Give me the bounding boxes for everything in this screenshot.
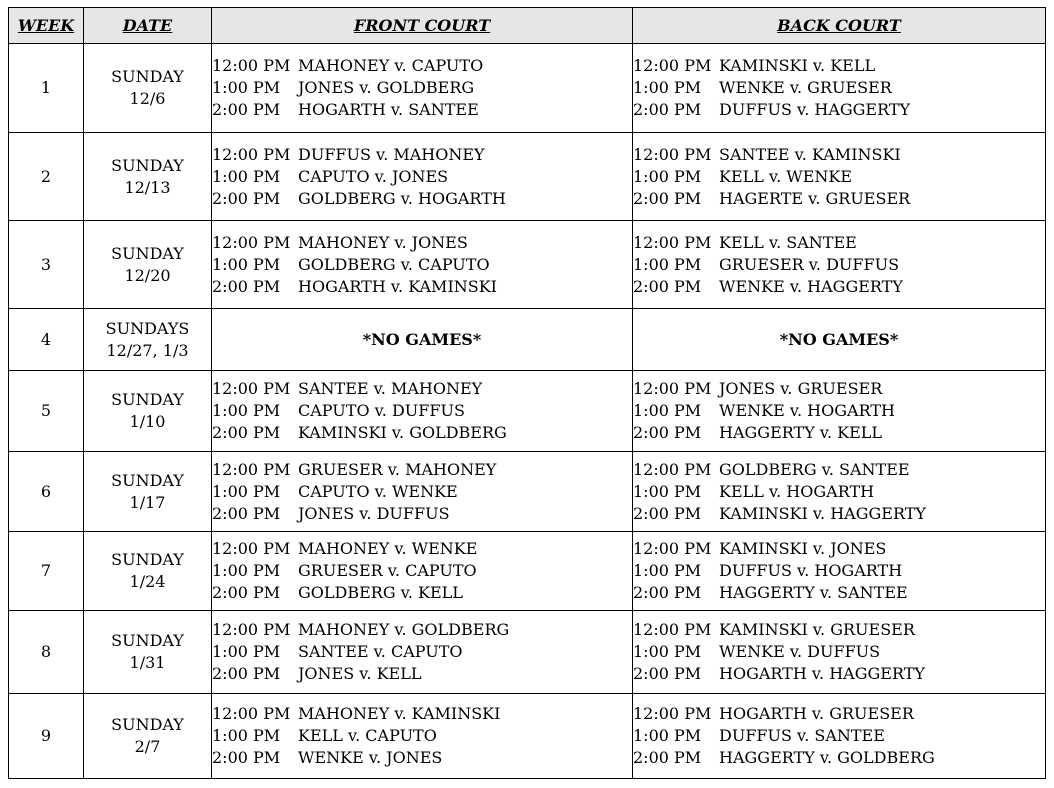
game-time: 2:00 PM <box>633 100 702 119</box>
week-cell: 8 <box>9 611 84 694</box>
table-header <box>9 8 1046 44</box>
date-day: SUNDAY <box>111 631 184 650</box>
game-matchup: JONES v. KELL <box>298 664 422 683</box>
table-body <box>9 44 1046 779</box>
game-time: 12:00 PM <box>212 620 291 639</box>
game-line <box>633 481 1045 503</box>
page-edge-mark <box>1045 52 1046 76</box>
game-line <box>212 144 632 166</box>
date-day: SUNDAY <box>111 243 184 263</box>
date-day: SUNDAY <box>111 390 184 409</box>
game-line <box>633 459 1045 481</box>
front-court-no-games: *NO GAMES* <box>212 309 633 371</box>
game-time: 2:00 PM <box>633 664 702 683</box>
game-matchup: MAHONEY v. KAMINSKI <box>298 704 501 723</box>
game-matchup: GOLDBERG v. KELL <box>298 583 463 602</box>
game-line <box>633 560 1045 582</box>
game-line <box>633 641 1045 663</box>
game-matchup: KELL v. SANTEE <box>719 232 857 252</box>
game-line <box>633 663 1045 685</box>
back-court-cell <box>633 44 1046 133</box>
date-day: SUNDAY <box>111 155 184 175</box>
game-time: 12:00 PM <box>633 539 712 558</box>
game-matchup: KAMINSKI v. KELL <box>719 56 876 75</box>
game-line <box>633 254 1045 276</box>
header-front-court: FRONT COURT <box>212 8 633 44</box>
game-time: 1:00 PM <box>633 481 702 501</box>
back-court-cell <box>633 221 1046 309</box>
date-cell <box>84 371 212 452</box>
table-row <box>9 309 1046 371</box>
week-cell: 3 <box>9 221 84 309</box>
game-time: 2:00 PM <box>633 503 702 523</box>
game-line <box>212 747 632 769</box>
game-matchup: MAHONEY v. WENKE <box>298 539 478 558</box>
game-time: 1:00 PM <box>212 254 281 274</box>
game-matchup: KAMINSKI v. GOLDBERG <box>298 423 507 442</box>
game-line <box>212 582 632 604</box>
game-time: 12:00 PM <box>212 539 291 558</box>
game-line <box>633 77 1045 99</box>
table-row <box>9 611 1046 694</box>
game-time: 1:00 PM <box>212 561 281 580</box>
week-cell: 7 <box>9 532 84 611</box>
front-court-cell <box>212 221 633 309</box>
date-cell <box>84 44 212 133</box>
date-day: SUNDAYS <box>105 318 190 338</box>
game-time: 12:00 PM <box>633 144 712 164</box>
game-line <box>212 55 632 77</box>
game-time: 2:00 PM <box>633 748 702 767</box>
game-time: 2:00 PM <box>212 503 281 523</box>
game-matchup: WENKE v. DUFFUS <box>719 642 881 661</box>
game-time: 12:00 PM <box>633 379 712 398</box>
game-time: 2:00 PM <box>633 423 702 442</box>
back-court-cell <box>633 694 1046 779</box>
game-matchup: HOGARTH v. SANTEE <box>298 100 479 119</box>
game-time: 2:00 PM <box>212 664 281 683</box>
game-time: 12:00 PM <box>212 144 291 164</box>
back-court-cell <box>633 133 1046 221</box>
game-line <box>212 481 632 503</box>
game-line <box>212 725 632 747</box>
date-cell <box>84 309 212 371</box>
game-line <box>212 99 632 121</box>
game-time: 12:00 PM <box>633 620 712 639</box>
game-time: 12:00 PM <box>633 704 712 723</box>
game-line <box>212 166 632 188</box>
date-value: 12/6 <box>129 89 166 108</box>
game-time: 2:00 PM <box>633 583 702 602</box>
game-time: 1:00 PM <box>212 166 281 186</box>
game-time: 1:00 PM <box>633 166 702 186</box>
date-value: 1/10 <box>129 412 166 431</box>
table-row <box>9 532 1046 611</box>
game-time: 1:00 PM <box>633 254 702 274</box>
game-time: 1:00 PM <box>633 561 702 580</box>
game-matchup: HAGERTE v. GRUESER <box>719 188 911 208</box>
game-line <box>212 77 632 99</box>
game-time: 12:00 PM <box>212 704 291 723</box>
front-court-cell <box>212 694 633 779</box>
game-matchup: KELL v. WENKE <box>719 166 853 186</box>
game-time: 1:00 PM <box>212 78 281 97</box>
game-line <box>633 747 1045 769</box>
front-court-cell <box>212 452 633 532</box>
date-value: 12/27, 1/3 <box>106 340 189 360</box>
date-day: SUNDAY <box>111 715 184 734</box>
game-matchup: GRUESER v. DUFFUS <box>719 254 900 274</box>
game-line <box>212 619 632 641</box>
date-value: 1/17 <box>129 492 166 512</box>
game-line <box>212 422 632 444</box>
game-matchup: HOGARTH v. KAMINSKI <box>298 276 497 296</box>
game-time: 12:00 PM <box>212 232 291 252</box>
game-time: 12:00 PM <box>633 459 712 479</box>
game-line <box>633 725 1045 747</box>
week-cell: 5 <box>9 371 84 452</box>
game-line <box>633 276 1045 298</box>
schedule-table <box>8 7 1046 779</box>
game-matchup: DUFFUS v. HAGGERTY <box>719 100 911 119</box>
header-row <box>9 8 1046 44</box>
date-day: SUNDAY <box>111 67 184 86</box>
game-matchup: KAMINSKI v. HAGGERTY <box>719 503 926 523</box>
game-line <box>633 55 1045 77</box>
week-cell: 6 <box>9 452 84 532</box>
date-cell <box>84 611 212 694</box>
game-line <box>633 619 1045 641</box>
game-matchup: GOLDBERG v. CAPUTO <box>298 254 490 274</box>
date-value: 12/13 <box>124 177 171 197</box>
game-matchup: JONES v. DUFFUS <box>298 503 450 523</box>
game-matchup: WENKE v. JONES <box>298 748 443 767</box>
game-matchup: GRUESER v. MAHONEY <box>298 459 497 479</box>
game-matchup: CAPUTO v. JONES <box>298 166 449 186</box>
game-matchup: DUFFUS v. HOGARTH <box>719 561 903 580</box>
game-matchup: KELL v. HOGARTH <box>719 481 875 501</box>
game-matchup: HAGGERTY v. GOLDBERG <box>719 748 935 767</box>
game-time: 12:00 PM <box>212 459 291 479</box>
game-line <box>212 503 632 525</box>
game-matchup: DUFFUS v. MAHONEY <box>298 144 485 164</box>
game-line <box>633 232 1045 254</box>
game-time: 1:00 PM <box>212 481 281 501</box>
table-row <box>9 371 1046 452</box>
game-time: 2:00 PM <box>633 188 702 208</box>
game-time: 2:00 PM <box>212 100 281 119</box>
front-court-cell <box>212 611 633 694</box>
date-cell <box>84 694 212 779</box>
week-cell: 9 <box>9 694 84 779</box>
game-time: 2:00 PM <box>212 583 281 602</box>
table-row <box>9 221 1046 309</box>
game-line <box>633 144 1045 166</box>
game-matchup: SANTEE v. CAPUTO <box>298 642 463 661</box>
date-day: SUNDAY <box>111 550 184 569</box>
game-matchup: CAPUTO v. WENKE <box>298 481 458 501</box>
game-matchup: DUFFUS v. SANTEE <box>719 726 885 745</box>
game-line <box>212 703 632 725</box>
date-value: 1/31 <box>129 653 166 672</box>
game-line <box>633 400 1045 422</box>
game-time: 12:00 PM <box>633 232 712 252</box>
game-matchup: GRUESER v. CAPUTO <box>298 561 477 580</box>
back-court-cell <box>633 611 1046 694</box>
week-cell: 2 <box>9 133 84 221</box>
game-time: 1:00 PM <box>212 726 281 745</box>
game-time: 2:00 PM <box>212 276 281 296</box>
game-line <box>212 459 632 481</box>
game-matchup: WENKE v. HAGGERTY <box>719 276 903 296</box>
game-time: 2:00 PM <box>212 423 281 442</box>
game-line <box>212 276 632 298</box>
date-day: SUNDAY <box>111 470 184 490</box>
game-line <box>633 188 1045 210</box>
table-row <box>9 133 1046 221</box>
game-matchup: KAMINSKI v. JONES <box>719 539 887 558</box>
game-matchup: MAHONEY v. GOLDBERG <box>298 620 510 639</box>
game-line <box>633 538 1045 560</box>
week-cell: 4 <box>9 309 84 371</box>
header-date: DATE <box>84 8 212 44</box>
game-time: 1:00 PM <box>633 78 702 97</box>
game-time: 2:00 PM <box>212 748 281 767</box>
table-row <box>9 452 1046 532</box>
front-court-cell <box>212 371 633 452</box>
game-matchup: WENKE v. HOGARTH <box>719 401 895 420</box>
date-cell <box>84 133 212 221</box>
game-line <box>633 422 1045 444</box>
game-line <box>212 641 632 663</box>
game-line <box>212 400 632 422</box>
game-matchup: WENKE v. GRUESER <box>719 78 892 97</box>
back-court-cell <box>633 371 1046 452</box>
game-line <box>633 503 1045 525</box>
game-line <box>212 254 632 276</box>
game-time: 1:00 PM <box>633 642 702 661</box>
game-line <box>212 188 632 210</box>
header-week: WEEK <box>9 8 84 44</box>
table-row <box>9 694 1046 779</box>
game-matchup: JONES v. GRUESER <box>719 379 883 398</box>
game-time: 12:00 PM <box>212 379 291 398</box>
game-matchup: KELL v. CAPUTO <box>298 726 437 745</box>
game-matchup: GOLDBERG v. HOGARTH <box>298 188 506 208</box>
game-matchup: MAHONEY v. CAPUTO <box>298 56 484 75</box>
game-line <box>212 663 632 685</box>
game-line <box>633 582 1045 604</box>
game-matchup: HOGARTH v. GRUESER <box>719 704 914 723</box>
game-line <box>633 99 1045 121</box>
game-matchup: MAHONEY v. JONES <box>298 232 468 252</box>
back-court-cell <box>633 532 1046 611</box>
game-matchup: HAGGERTY v. SANTEE <box>719 583 908 602</box>
game-line <box>633 166 1045 188</box>
game-time: 2:00 PM <box>633 276 702 296</box>
date-value: 1/24 <box>129 572 166 591</box>
game-line <box>212 378 632 400</box>
front-court-cell <box>212 532 633 611</box>
game-time: 1:00 PM <box>212 642 281 661</box>
game-matchup: GOLDBERG v. SANTEE <box>719 459 910 479</box>
week-cell: 1 <box>9 44 84 133</box>
game-time: 2:00 PM <box>212 188 281 208</box>
game-line <box>633 703 1045 725</box>
game-matchup: JONES v. GOLDBERG <box>298 78 475 97</box>
date-cell <box>84 532 212 611</box>
date-value: 2/7 <box>134 737 161 756</box>
game-time: 1:00 PM <box>633 726 702 745</box>
game-matchup: CAPUTO v. DUFFUS <box>298 401 465 420</box>
game-time: 12:00 PM <box>633 56 712 75</box>
front-court-cell <box>212 133 633 221</box>
back-court-cell <box>633 452 1046 532</box>
date-cell <box>84 221 212 309</box>
game-matchup: SANTEE v. KAMINSKI <box>719 144 901 164</box>
game-line <box>212 538 632 560</box>
game-line <box>212 560 632 582</box>
game-matchup: KAMINSKI v. GRUESER <box>719 620 915 639</box>
game-matchup: HOGARTH v. HAGGERTY <box>719 664 925 683</box>
header-back-court: BACK COURT <box>633 8 1046 44</box>
table-row <box>9 44 1046 133</box>
game-time: 12:00 PM <box>212 56 291 75</box>
game-matchup: HAGGERTY v. KELL <box>719 423 883 442</box>
back-court-no-games: *NO GAMES* <box>633 309 1046 371</box>
game-line <box>212 232 632 254</box>
date-value: 12/20 <box>124 265 171 285</box>
game-time: 1:00 PM <box>633 401 702 420</box>
game-line <box>633 378 1045 400</box>
game-time: 1:00 PM <box>212 401 281 420</box>
game-matchup: SANTEE v. MAHONEY <box>298 379 483 398</box>
date-cell <box>84 452 212 532</box>
front-court-cell <box>212 44 633 133</box>
